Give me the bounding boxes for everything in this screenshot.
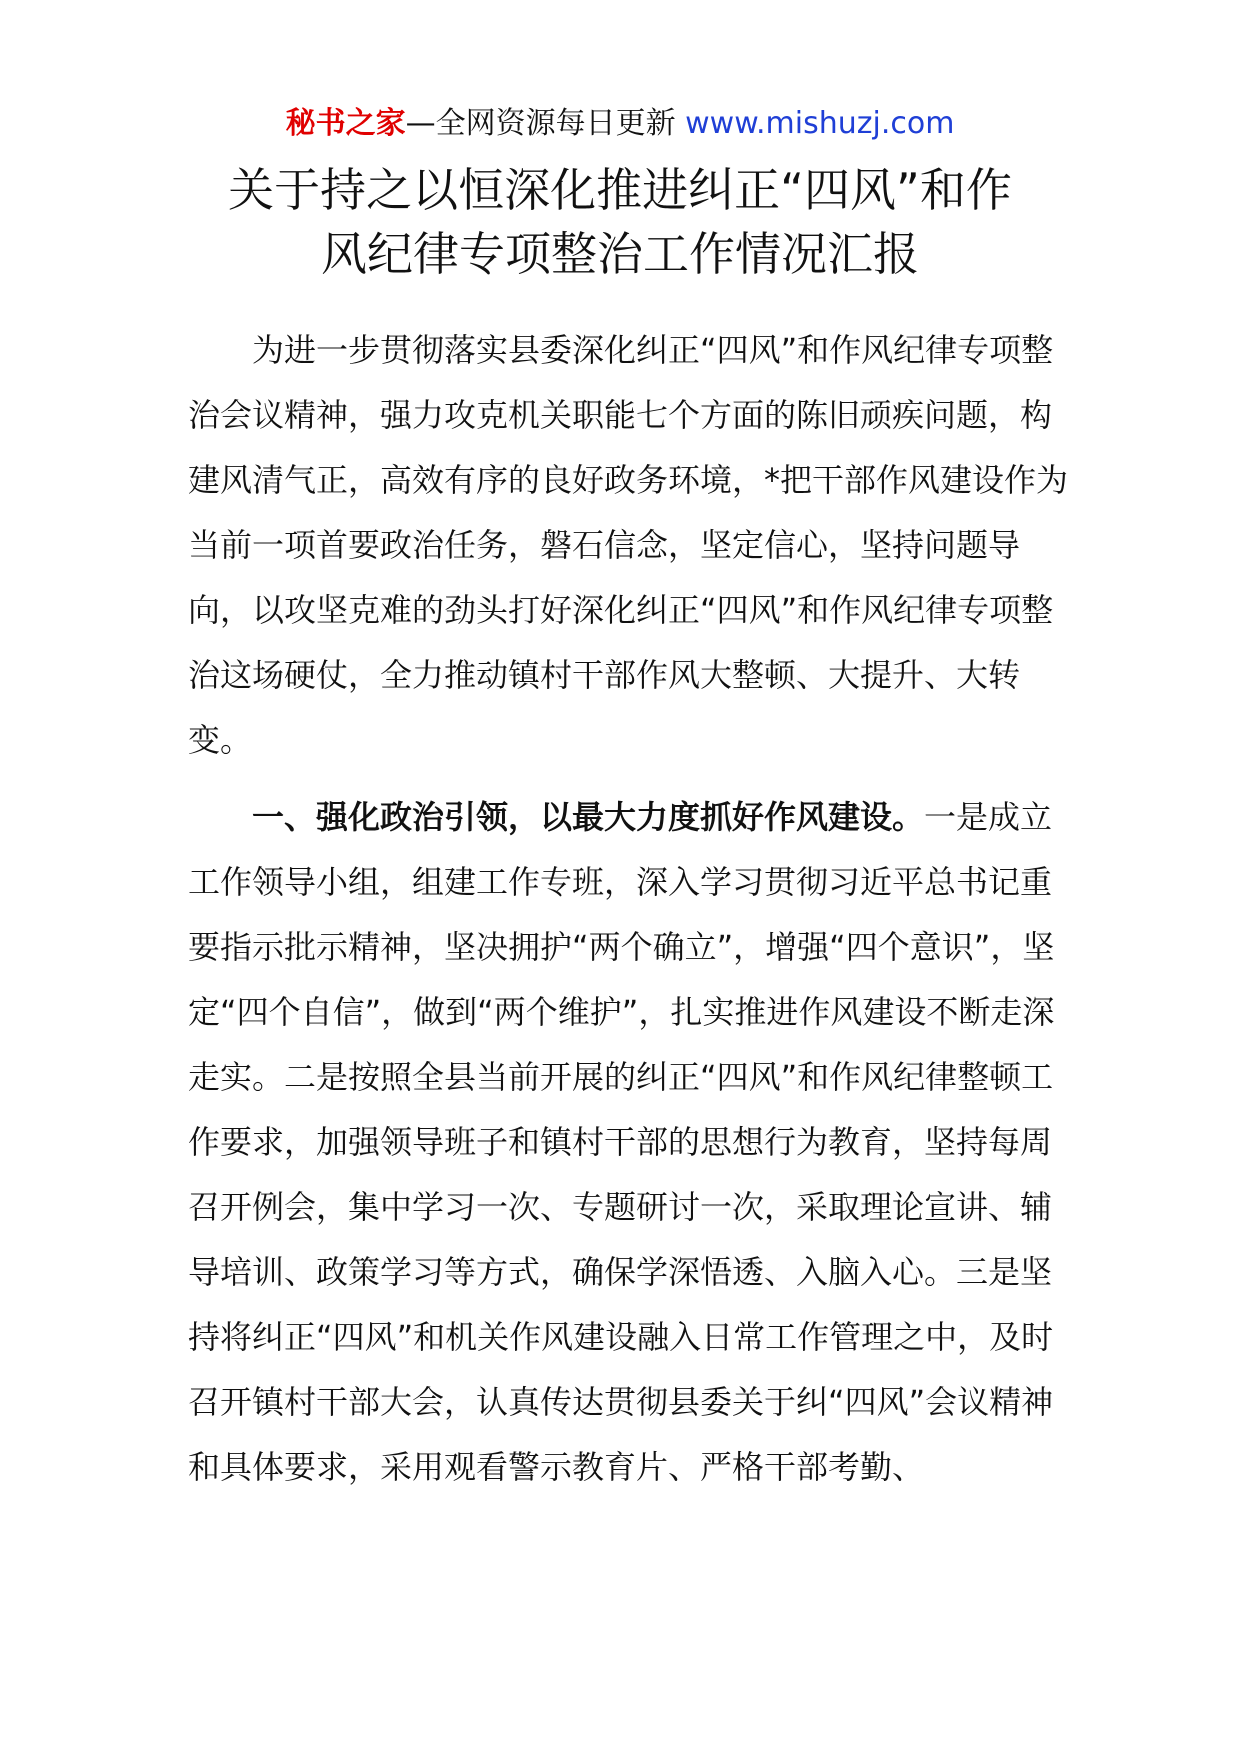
section-1-body: 一是成立工作领导小组，组建工作专班，深入学习贯彻习近平总书记重要指示批示精神，坚决拥护“两个确立”，增强“四个意识”，坚定“四个自信”，做到“两个维护”，扎实推进作风建设不断走深走实。二是按照全县当前开展的纠正“四风”和作风纪律整顿工作要求，加强领导班子和镇村干部的思想行为教育，坚持每周召开例会，集中学习一次、专题研讨一次，采取理论宣讲、辅导培训、政策学习等方式，确保学深悟透、入脑入心。三是坚持将纠正“四风”和机关作风建设融入日常工作管理之中，及时召开镇村干部大会，认真传达贯彻县委关于纠“四风”会议精神和具体要求，采用观看警示教育片、严格干部考勤、 bbox=[188, 798, 1055, 1486]
site-url-link[interactable]: www.mishuzj.com bbox=[685, 106, 955, 141]
document-title bbox=[150, 158, 1090, 286]
paragraph-section-1 bbox=[188, 785, 1068, 1500]
section-1-heading: 一、强化政治引领，以最大力度抓好作风建设。 bbox=[252, 798, 925, 836]
header-slogan: —全网资源每日更新 bbox=[405, 106, 686, 141]
site-header bbox=[0, 104, 1240, 144]
brand-name: 秘书之家 bbox=[285, 106, 406, 141]
title-line-2: 风纪律专项整治工作情况汇报 bbox=[321, 227, 919, 281]
paragraph-intro: 为进一步贯彻落实县委深化纠正“四风”和作风纪律专项整治会议精神，强力攻克机关职能七个方面的陈旧顽疾问题，构建风清气正，高效有序的良好政务环境，*把干部作风建设作为当前一项首要政治任务，磐石信念，坚定信心，坚持问题导向，以攻坚克难的劲头打好深化纠正“四风”和作风纪律专项整治这场硬仗，全力推动镇村干部作风大整顿、大提升、大转变。 bbox=[188, 331, 1069, 759]
title-line-1: 关于持之以恒深化推进纠正“四风”和作 bbox=[228, 163, 1012, 217]
